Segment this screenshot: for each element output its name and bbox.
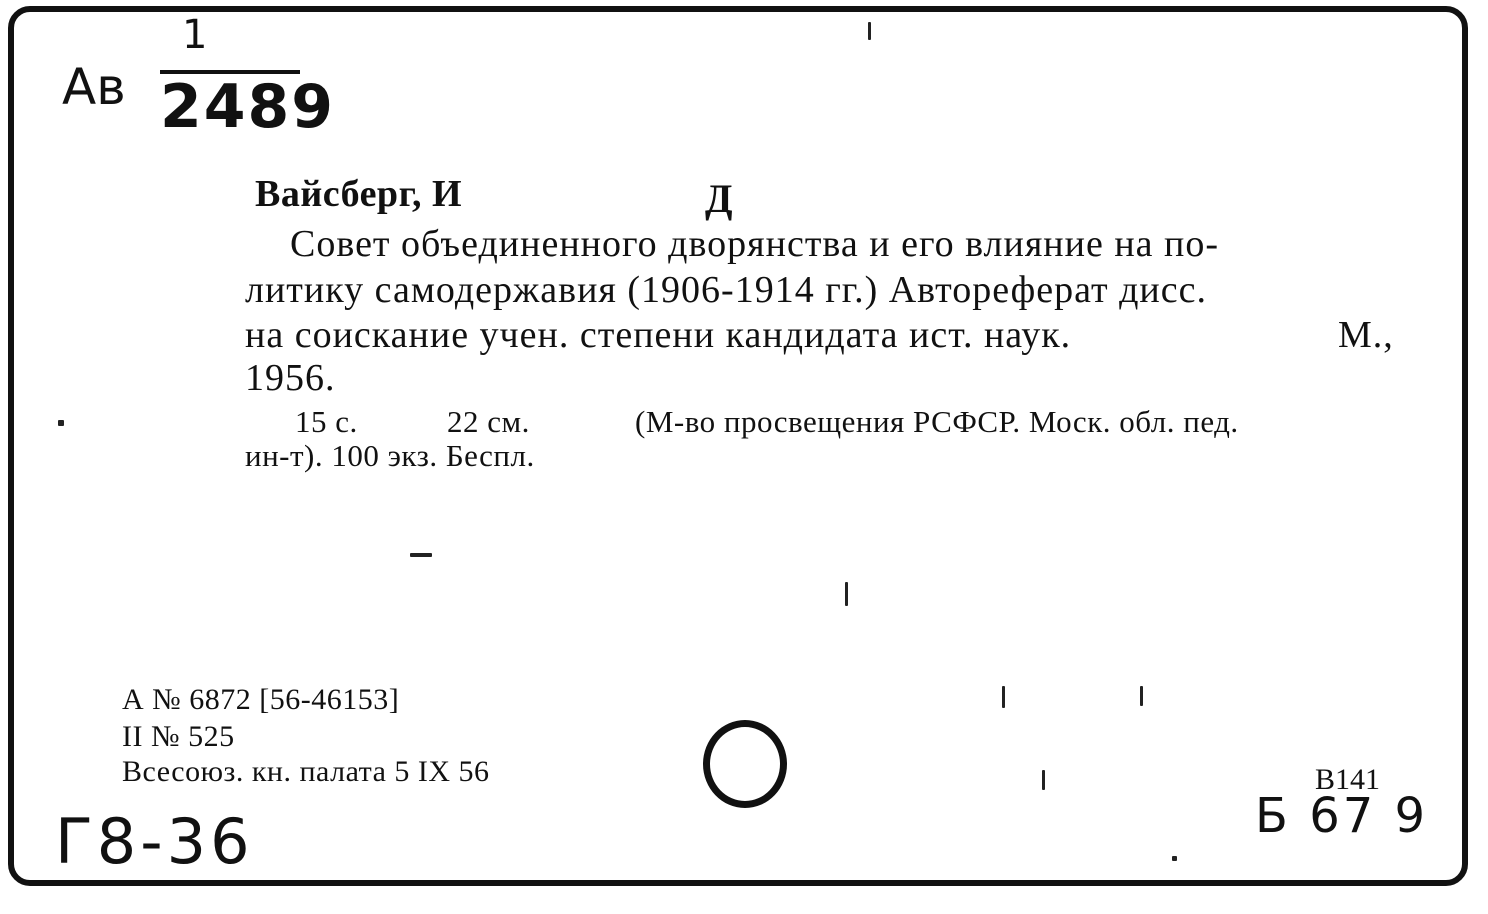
print-speck [1042, 770, 1045, 790]
registry-number-ii: II № 525 [122, 720, 235, 753]
print-speck [410, 553, 432, 557]
title-line-3: на соискание учен. степени кандидата ист. наук. [245, 314, 1072, 356]
author-second-initial: Д [705, 176, 733, 221]
shelfmark-prefix: Ав [62, 58, 126, 116]
print-speck [58, 420, 64, 426]
size-cm: 22 см. [447, 404, 530, 439]
card-punch-hole [703, 720, 787, 808]
page-count: 15 с. [295, 404, 358, 439]
publisher-note-cont: ин-т). 100 экз. Беспл. [245, 438, 535, 473]
registry-chamber: Всесоюз. кн. палата 5 IX 56 [122, 755, 490, 788]
print-speck [845, 582, 848, 606]
publication-year: 1956. [245, 357, 336, 399]
author-name: Вайсберг, И [255, 173, 463, 215]
registry-number-a: А № 6872 [56-46153] [122, 683, 400, 716]
title-line-1: Совет объединенного дворянства и его влияние на по- [290, 223, 1220, 265]
print-speck [1172, 856, 1177, 861]
bottom-handwritten-mark: Г8-36 [55, 805, 254, 878]
publication-place: М., [1338, 314, 1394, 356]
print-speck [1140, 686, 1143, 706]
print-speck [868, 22, 871, 40]
publisher-note: (М-во просвещения РСФСР. Моск. обл. пед. [635, 404, 1239, 439]
shelfmark-denominator: 2489 [160, 72, 335, 142]
print-speck [1002, 686, 1005, 708]
shelfmark-numerator: 1 [182, 12, 208, 58]
title-line-2: литику самодержавия (1906-1914 гг.) Автореферат дисс. [245, 269, 1207, 311]
classification-code: В141 [1315, 763, 1381, 796]
handwritten-code: Б 67 9 [1255, 788, 1429, 844]
